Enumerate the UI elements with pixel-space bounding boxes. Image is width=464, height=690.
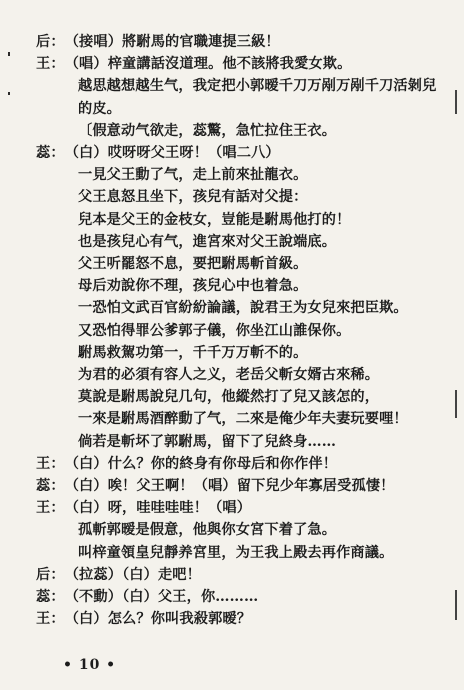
script-line [78, 520, 336, 540]
line-text: 又恐怕得罪公爹郭子儀，你坐江山誰保你。 [78, 322, 351, 339]
line-text: 倘若是斬坏了郭駙馬，留下了兒終身…… [78, 433, 337, 450]
speaker-label: 王： [36, 500, 65, 517]
script-line [78, 321, 350, 341]
line-text: 兒本是父王的金枝女，豈能是駙馬他打的！ [78, 211, 351, 228]
script-line [36, 143, 280, 163]
speaker-label: 王： [36, 611, 65, 628]
script-line [78, 210, 350, 230]
margin-mark [455, 590, 457, 620]
script-line [36, 454, 337, 474]
line-text: （唱）梓童講話沒道理。他不該將我愛女欺。 [64, 56, 352, 73]
script-line [36, 587, 258, 607]
line-text: 〔假意动气欲走，蕊驚，急忙拉住王衣。 [78, 122, 337, 139]
margin-mark [455, 390, 457, 418]
script-line [36, 54, 351, 74]
script-line [78, 232, 336, 252]
script-line [78, 121, 336, 141]
line-text: 一恐怕文武百官紛紛論議，說君王为女兒來把臣欺。 [78, 300, 408, 317]
script-line [78, 254, 307, 274]
speaker-label: 王： [36, 56, 65, 73]
line-text: 为君的必須有容人之义，老岳父斬女婿古來稀。 [78, 367, 380, 383]
line-text: （白）唉！父王啊！（唱）留下兒少年寡居受孤悽！ [64, 478, 395, 494]
line-text: 的皮。 [78, 100, 122, 117]
script-line [78, 409, 408, 429]
script-line [78, 76, 436, 96]
margin-mark [8, 52, 10, 56]
script-line [78, 432, 336, 452]
page-number: • 10 • [63, 657, 117, 673]
speaker-label: 蕊： [36, 589, 65, 605]
script-line [78, 365, 379, 385]
script-line [36, 476, 394, 496]
line-text: 駙馬救駕功第一，千千万万斬不的。 [78, 344, 308, 361]
script-line [78, 187, 307, 207]
margin-mark [455, 90, 457, 114]
margin-mark [8, 92, 10, 95]
speaker-label: 后： [36, 34, 65, 50]
speaker-label: 后： [36, 566, 65, 583]
speaker-label: 蕊： [36, 145, 65, 161]
speaker-label: 蕊： [36, 478, 65, 494]
line-text: （不動）（白）父王，你……… [64, 589, 259, 605]
line-text: （白）什么？你的終身有你母后和你作伴！ [64, 455, 338, 472]
script-line [78, 387, 379, 407]
line-text: （白）呀，哇哇哇哇！（唱） [64, 500, 252, 517]
script-line [36, 498, 251, 518]
line-text: 也是孩兒心有气，進宮來对父王說端底。 [78, 233, 337, 250]
speaker-label: 王： [36, 455, 65, 472]
line-text: 叫梓童領皇兒靜养宮里，为王我上殿去再作商議。 [78, 544, 394, 561]
line-text: 母后劝說你不理，孩兒心中也着急。 [78, 278, 308, 295]
script-line [78, 298, 408, 318]
line-text: 父王息怒且坐下，孩兒有話对父提： [78, 189, 308, 206]
line-text: （接唱）將駙馬的官職連提三級！ [64, 34, 280, 50]
script-line [78, 543, 393, 563]
script-line [78, 343, 307, 363]
line-text: 父王听罷怒不息，要把駙馬斬首級。 [78, 256, 308, 272]
line-text: 一見父王動了气，走上前來扯龍衣。 [78, 167, 308, 184]
script-line [78, 165, 307, 185]
script-line [78, 99, 121, 119]
script-line [78, 276, 307, 296]
line-text: 一來是駙馬酒醉動了气，二來是俺少年夫妻玩要哩！ [78, 411, 408, 428]
script-line [36, 32, 280, 52]
line-text: （白）怎么？你叫我殺郭暧？ [64, 611, 252, 628]
line-text: 越思越想越生气，我定把小郭暧千刀万剐万剐千刀活剝兒 [78, 78, 437, 95]
line-text: （拉蕊）（白）走吧！ [64, 566, 201, 583]
line-text: 孤斬郭暧是假意，他與你女宮下着了急。 [78, 522, 337, 539]
script-line [36, 609, 251, 629]
line-text: （白）哎呀呀父王呀！（唱二八） [64, 145, 280, 161]
line-text: 莫說是駙馬說兒几句，他縱然打了兒又該怎的， [78, 389, 380, 406]
script-line [36, 565, 201, 585]
